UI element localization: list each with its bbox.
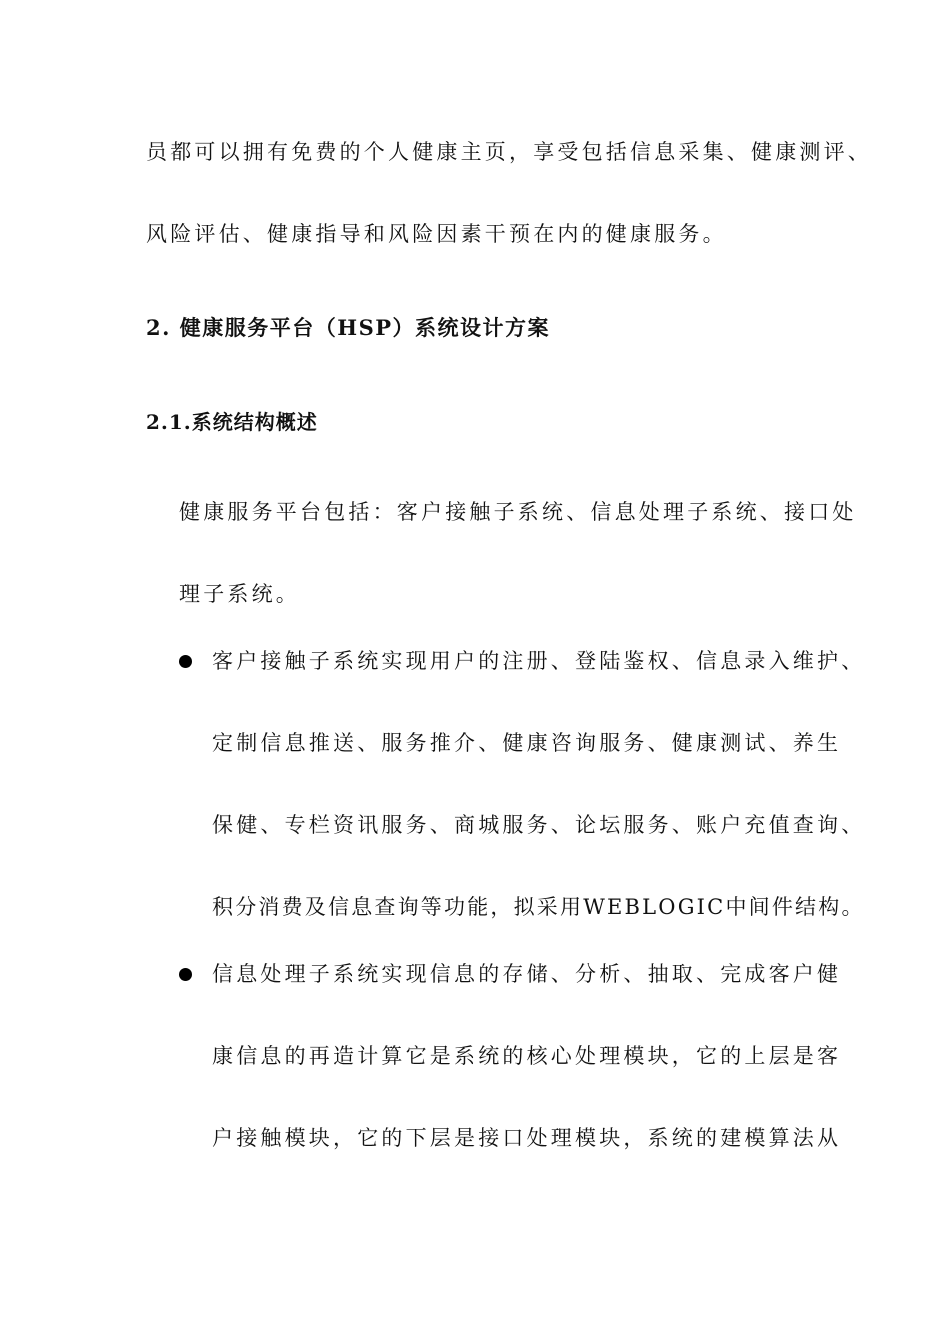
intro-line-1: 员都可以拥有免费的个人健康主页，享受包括信息采集、健康测评、 [146,140,872,164]
bullet-2-line-3: 户接触模块，它的下层是接口处理模块，系统的建模算法从 [212,1126,842,1150]
bullet-2-line-2: 康信息的再造计算它是系统的核心处理模块，它的上层是客 [212,1044,842,1068]
bullet-1-line-2: 定制信息推送、服务推介、健康咨询服务、健康测试、养生 [212,731,842,755]
bullet-1-line-1: 客户接触子系统实现用户的注册、登陆鉴权、信息录入维护、 [212,649,866,673]
bullet-1-line-4: 积分消费及信息查询等功能，拟采用WEBLOGIC中间件结构。 [212,895,865,919]
bullet-dot [179,655,192,668]
subsection-heading: 2.1.系统结构概述 [146,410,318,434]
bullet-1-line-3: 保健、专栏资讯服务、商城服务、论坛服务、账户充值查询、 [212,813,866,837]
bullet-2-line-1: 信息处理子系统实现信息的存储、分析、抽取、完成客户健 [212,962,842,986]
bullet-dot [179,968,192,981]
section-heading: 2. 健康服务平台（HSP）系统设计方案 [146,315,551,340]
overview-line-2: 理子系统。 [179,582,300,606]
overview-line-1: 健康服务平台包括：客户接触子系统、信息处理子系统、接口处 [179,500,857,524]
intro-line-2: 风险评估、健康指导和风险因素干预在内的健康服务。 [146,222,727,246]
